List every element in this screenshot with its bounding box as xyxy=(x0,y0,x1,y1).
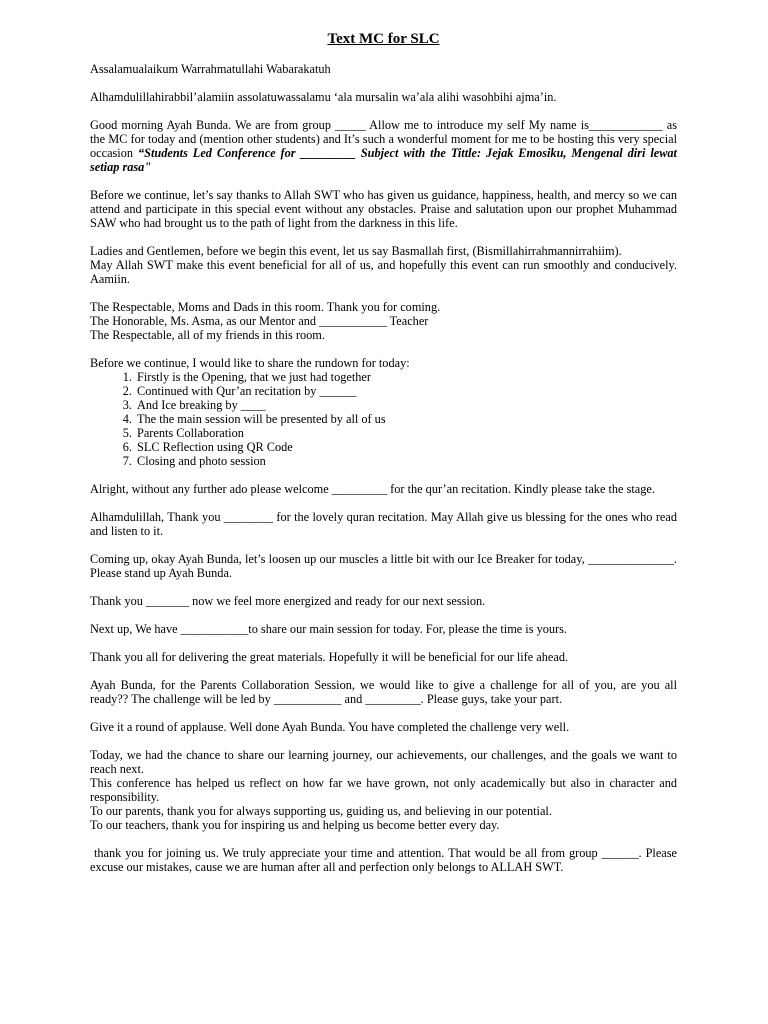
respect-paragraph xyxy=(90,300,677,342)
greeting-paragraph: Assalamualaikum Warrahmatullahi Wabarakatuh xyxy=(90,62,331,76)
main-session-paragraph: Next up, We have ___________to share our main session for today. For, please the time is yours. xyxy=(90,622,567,636)
document-page xyxy=(90,30,681,888)
respect-line-friends: The Respectable, all of my friends in this room. xyxy=(90,328,325,342)
rundown-list xyxy=(90,370,677,468)
hamdalah-paragraph: Alhamdulillahirabbil’alamiin assolatuwassalamu ‘ala mursalin wa’ala alihi wasohbihi ajma’in. xyxy=(90,90,557,104)
rundown-item-parents-collaboration: 5. Parents Collaboration xyxy=(135,426,677,440)
rundown-intro: Before we continue, I would like to share the rundown for today: xyxy=(90,356,410,370)
basmallah-line-2: May Allah SWT make this event beneficial for all of us, and hopefully this event can run smoothly and conducively. Aamiin. xyxy=(90,258,677,286)
reflection-line-teachers: To our teachers, thank you for inspiring us and helping us become better every day. xyxy=(90,818,500,832)
respect-line-parents: The Respectable, Moms and Dads in this room. Thank you for coming. xyxy=(90,300,441,314)
materials-thanks-paragraph: Thank you all for delivering the great materials. Hopefully it will be beneficial for our life ahead. xyxy=(90,650,569,664)
thanks-allah-paragraph: Before we continue, let’s say thanks to Allah SWT who has given us guidance, happiness, health, and mercy so we can attend and participate in this special event without any obstacles. Praise and salutation upon our prophet Muhammad SAW who had brought us to the path of light from the darkness in this life. xyxy=(90,188,677,230)
rundown-item-quran: 2. Continued with Qur’an recitation by ______ xyxy=(135,384,677,398)
rundown-item-main-session: 4. The the main session will be presented by all of us xyxy=(135,412,677,426)
document-title: Text MC for SLC xyxy=(327,31,440,47)
rundown-item-reflection: 6. SLC Reflection using QR Code xyxy=(135,440,677,454)
reflection-line-journey: Today, we had the chance to share our learning journey, our achievements, our challenges, and the goals we want to reach next. xyxy=(90,748,677,776)
closing-paragraph: thank you for joining us. We truly appreciate your time and attention. That would be all from group ______. Please excuse our mistakes, cause we are human after all and perfection only belongs to ALLAH SWT. xyxy=(90,846,681,874)
basmallah-line-1: Ladies and Gentlemen, before we begin this event, let us say Basmallah first, (Bismillahirrahmannirrahiim). xyxy=(90,244,622,258)
respect-line-mentor: The Honorable, Ms. Asma, as our Mentor and ___________ Teacher xyxy=(90,314,429,328)
intro-text: Good morning Ayah Bunda. We are from group _____ Allow me to introduce my self My name is____________ as the MC for today and (mention other students) and It’s such a wonderful moment for me to be hosting this very special occasion xyxy=(90,118,677,160)
intro-paragraph xyxy=(90,118,677,174)
rundown-item-ice-breaking: 3. And Ice breaking by ____ xyxy=(135,398,677,412)
quran-welcome-paragraph: Alright, without any further ado please welcome _________ for the qur’an recitation. Kindly please take the stage. xyxy=(90,482,655,496)
event-title-emphasis: “Students Led Conference for _________ Subject with the Tittle: Jejak Emosiku, Mengenal diri lewat setiap rasa" xyxy=(90,146,677,174)
parents-collaboration-paragraph: Ayah Bunda, for the Parents Collaboration Session, we would like to give a challenge for all of you, are you all ready?? The challenge will be led by ___________ and _________. Please guys, take your part. xyxy=(90,678,677,706)
rundown-item-closing: 7. Closing and photo session xyxy=(135,454,677,468)
rundown-item-opening: 1. Firstly is the Opening, that we just had together xyxy=(135,370,677,384)
reflection-line-parents: To our parents, thank you for always supporting us, guiding us, and believing in our potential. xyxy=(90,804,552,818)
quran-thanks-paragraph: Alhamdulillah, Thank you ________ for the lovely quran recitation. May Allah give us blessing for the ones who read and listen to it. xyxy=(90,510,677,538)
reflection-line-growth: This conference has helped us reflect on how far we have grown, not only academically but also in character and responsibility. xyxy=(90,776,677,804)
basmallah-paragraph xyxy=(90,244,677,286)
energized-paragraph: Thank you _______ now we feel more energized and ready for our next session. xyxy=(90,594,486,608)
ice-breaker-paragraph: Coming up, okay Ayah Bunda, let’s loosen up our muscles a little bit with our Ice Breaker for today, ______________. Please stand up Ayah Bunda. xyxy=(90,552,677,580)
applause-paragraph: Give it a round of applause. Well done Ayah Bunda. You have completed the challenge very well. xyxy=(90,720,570,734)
reflection-paragraph xyxy=(90,748,677,832)
